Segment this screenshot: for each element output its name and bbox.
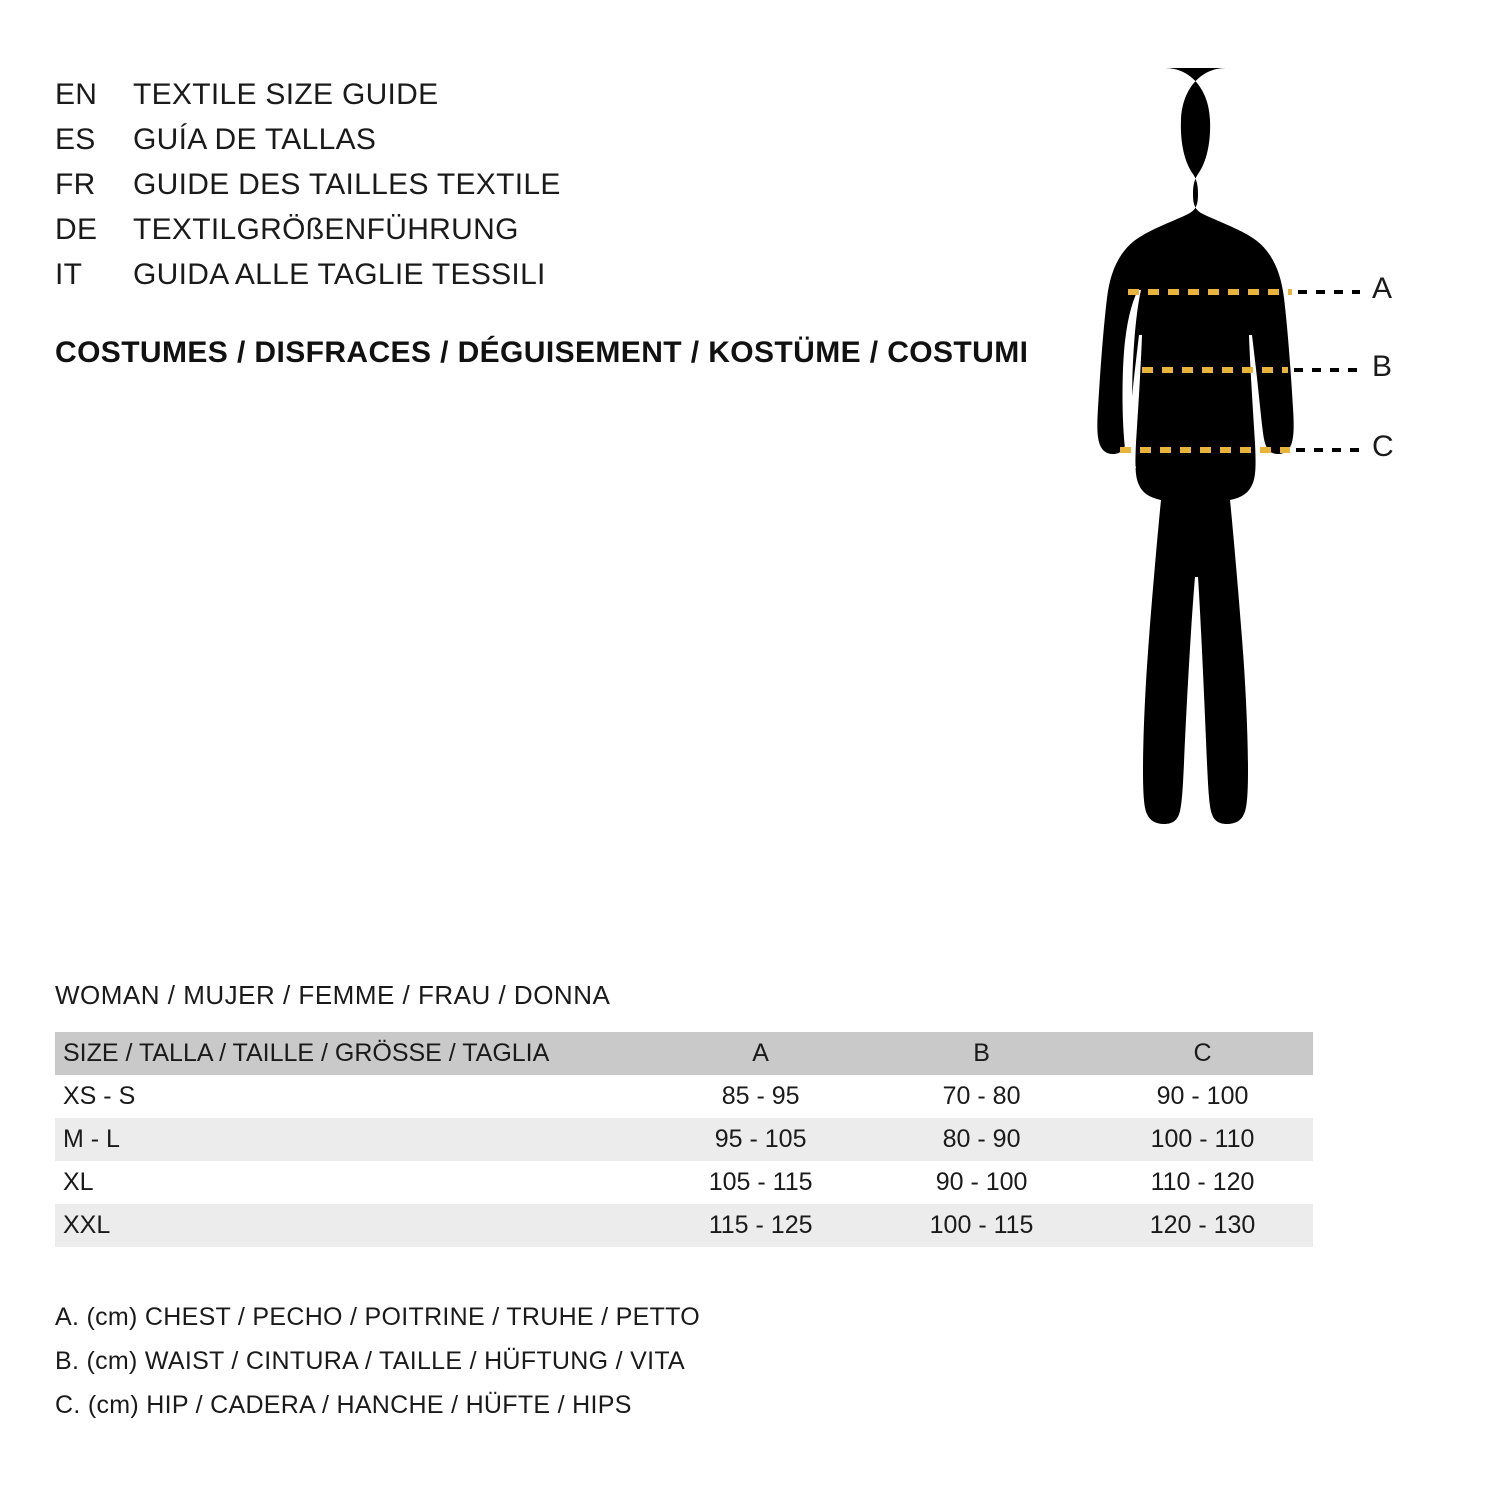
measure-label-c: C bbox=[1372, 430, 1394, 463]
category-line: COSTUMES / DISFRACES / DÉGUISEMENT / KOSTÜME / COSTUMI bbox=[55, 336, 1029, 369]
table-row bbox=[55, 1118, 1313, 1161]
cell-c: 100 - 110 bbox=[1150, 1125, 1255, 1153]
measurement-legend bbox=[55, 1295, 700, 1427]
table-header-b: B bbox=[973, 1039, 990, 1067]
measure-label-a: A bbox=[1372, 272, 1393, 305]
language-code-fr: FR bbox=[55, 168, 96, 201]
silhouette-icon bbox=[1097, 68, 1323, 824]
language-text-it: GUIDA ALLE TAGLIE TESSILI bbox=[133, 258, 546, 291]
cell-a: 105 - 115 bbox=[708, 1168, 813, 1196]
language-list bbox=[55, 72, 1005, 297]
language-row-de bbox=[55, 207, 1005, 252]
cell-b: 80 - 90 bbox=[942, 1125, 1021, 1153]
language-row-it bbox=[55, 252, 1005, 297]
cell-size: XXL bbox=[63, 1211, 111, 1239]
table-header-size: SIZE / TALLA / TAILLE / GRÖSSE / TAGLIA bbox=[63, 1039, 550, 1067]
language-code-en: EN bbox=[55, 78, 98, 111]
legend-line-b: B. (cm) WAIST / CINTURA / TAILLE / HÜFTUNG / VITA bbox=[55, 1347, 686, 1375]
cell-c: 120 - 130 bbox=[1149, 1211, 1256, 1239]
cell-size: M - L bbox=[63, 1125, 120, 1153]
language-code-it: IT bbox=[55, 258, 83, 291]
cell-b: 100 - 115 bbox=[929, 1211, 1034, 1239]
language-text-de: TEXTILGRÖßENFÜHRUNG bbox=[133, 213, 519, 246]
cell-size: XL bbox=[63, 1168, 94, 1196]
language-code-es: ES bbox=[55, 123, 96, 156]
legend-line-a: A. (cm) CHEST / PECHO / POITRINE / TRUHE / PETTO bbox=[55, 1303, 701, 1331]
cell-c: 110 - 120 bbox=[1150, 1168, 1255, 1196]
table-header-row bbox=[55, 1032, 1313, 1075]
language-row-fr bbox=[55, 162, 1005, 207]
cell-size: XS - S bbox=[63, 1082, 136, 1110]
table-title: WOMAN / MUJER / FEMME / FRAU / DONNA bbox=[55, 980, 611, 1010]
language-row-en bbox=[55, 72, 1005, 117]
table-row bbox=[55, 1075, 1313, 1118]
language-text-fr: GUIDE DES TAILLES TEXTILE bbox=[133, 168, 561, 201]
table-header-c: C bbox=[1193, 1039, 1212, 1067]
cell-a: 115 - 125 bbox=[708, 1211, 813, 1239]
language-text-en: TEXTILE SIZE GUIDE bbox=[133, 78, 439, 111]
size-table bbox=[55, 1032, 1313, 1247]
table-row bbox=[55, 1204, 1313, 1247]
cell-c: 90 - 100 bbox=[1156, 1082, 1249, 1110]
table-row bbox=[55, 1161, 1313, 1204]
cell-a: 85 - 95 bbox=[721, 1082, 800, 1110]
language-text-es: GUÍA DE TALLAS bbox=[133, 123, 377, 156]
language-row-es bbox=[55, 117, 1005, 162]
legend-line-c: C. (cm) HIP / CADERA / HANCHE / HÜFTE / HIPS bbox=[55, 1391, 632, 1419]
language-code-de: DE bbox=[55, 213, 98, 246]
cell-b: 70 - 80 bbox=[942, 1082, 1021, 1110]
table-header-a: A bbox=[752, 1039, 769, 1067]
female-silhouette-figure bbox=[1020, 60, 1460, 940]
measure-label-b: B bbox=[1372, 350, 1393, 383]
cell-a: 95 - 105 bbox=[714, 1125, 807, 1153]
cell-b: 90 - 100 bbox=[935, 1168, 1028, 1196]
